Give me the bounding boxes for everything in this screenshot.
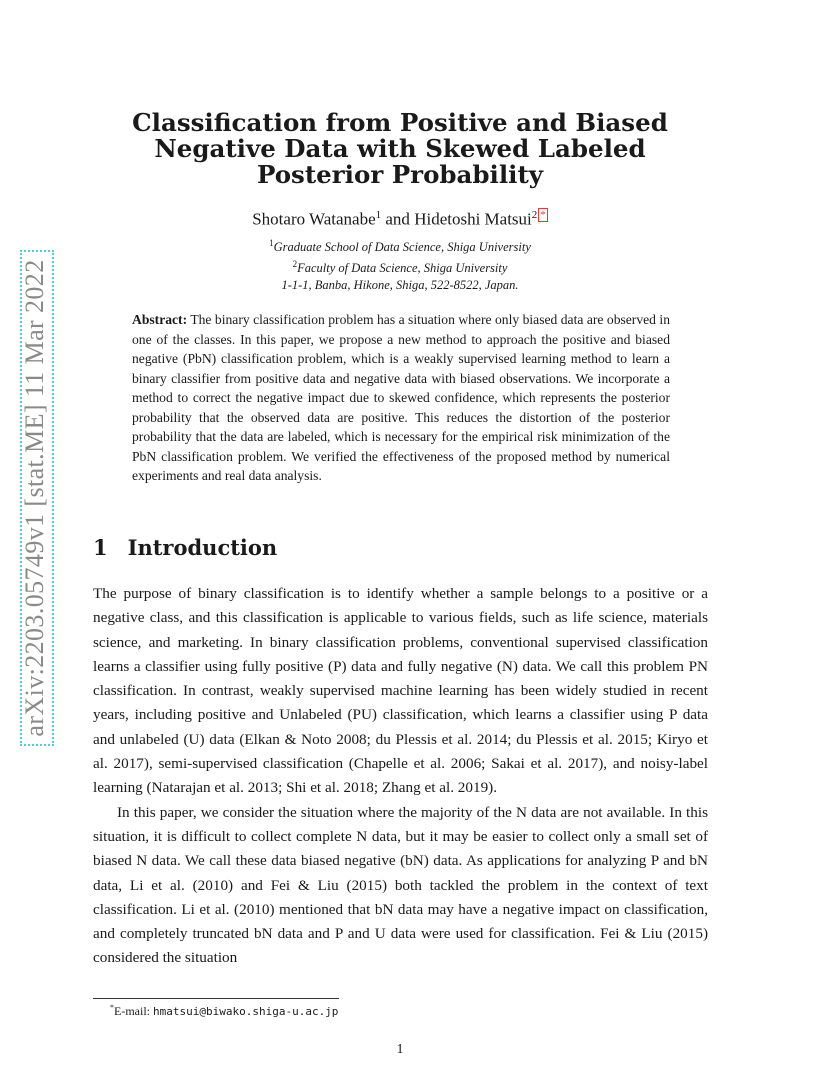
author-name: Shotaro Watanabe: [252, 209, 376, 229]
section-number: 1: [93, 535, 108, 560]
author-name: Hidetoshi Matsui: [414, 209, 532, 229]
author-affiliation-mark: 2: [531, 209, 538, 221]
author-affiliation-mark: 1: [375, 209, 382, 221]
affiliation-address: 1-1-1, Banba, Hikone, Shiga, 522-8522, Japan.: [281, 278, 519, 293]
author-connector: and: [381, 209, 415, 229]
footnote: *E-mail: hmatsui@biwako.shiga-u.ac.jp: [110, 1003, 339, 1018]
paragraph: In this paper, we consider the situation where the majority of the N data are not available. In this situation, it is difficult to collect complete N data, but it may be easier to collect only a small set of biased N data. We call these data biased negative (bN) data. As applications for analyzing P and bN data, Li et al. (2010) and Fei & Liu (2015) both tackled the problem in the context of text classification. Li et al. (2010) mentioned that bN data may have a negative impact on classification, and completely truncated bN data and P and U data were used for classification. Fei & Liu (2015) considered the situation: [93, 803, 708, 967]
footnote-email: hmatsui@biwako.shiga-u.ac.jp: [153, 1005, 339, 1018]
section-heading: [93, 535, 277, 560]
affiliation-line: $^1$Graduate School of Data Science, Shiga University: [269, 238, 531, 255]
paper-title: Classification from Positive and Biased Negative Data with Skewed Labeled Posterior Probability: [132, 108, 668, 189]
abstract-text: The binary classification problem has a situation where only biased data are observed in one of the classes. In this paper, we propose a new method to approach the positive and biased negative (PbN) classification problem, which is a weakly supervised learning method to learn a binary classifier from positive data and negative data with biased observations. We incorporate a method to correct the negative impact due to skewed confidence, which represents the posterior probability that the observed data are positive. This reduces the distortion of the posterior probability that the data are labeled, which is necessary for the empirical risk minimization of the PbN classification problem. We verified the effectiveness of the proposed method by numerical experiments and real data analysis.: [132, 312, 670, 483]
abstract-label: Abstract:: [132, 312, 188, 327]
footnote-divider: [93, 998, 339, 999]
affiliation-line: $^2$Faculty of Data Science, Shiga University: [292, 259, 508, 276]
page-number: 1: [396, 1042, 404, 1057]
footnote-link[interactable]: *: [540, 209, 546, 221]
author-line: [100, 204, 700, 231]
section-title: Introduction: [127, 535, 278, 560]
body-text: [93, 582, 708, 971]
arxiv-identifier: arXiv:2203.05749v1 [stat.ME] 11 Mar 2022: [20, 259, 49, 737]
paragraph: The purpose of binary classification is to identify whether a sample belongs to a positive or a negative class, and this classification is applicable to various fields, such as life science, materials science, and marketing. In binary classification problems, conventional supervised classification learns a classifier using fully positive (P) data and fully negative (N) data. We call this problem PN classification. In contrast, weakly supervised machine learning has been widely studied in recent years, including positive and Unlabeled (PU) classification, which learns a classifier using P data and unlabeled (U) data (Elkan & Noto 2008; du Plessis et al. 2014; du Plessis et al. 2015; Kiryo et al. 2017), semi-supervised classification (Chapelle et al. 2006; Sakai et al. 2017), and noisy-label learning (Natarajan et al. 2013; Shi et al. 2018; Zhang et al. 2019).: [93, 585, 708, 797]
affiliations: [100, 235, 700, 294]
abstract: [132, 310, 670, 486]
